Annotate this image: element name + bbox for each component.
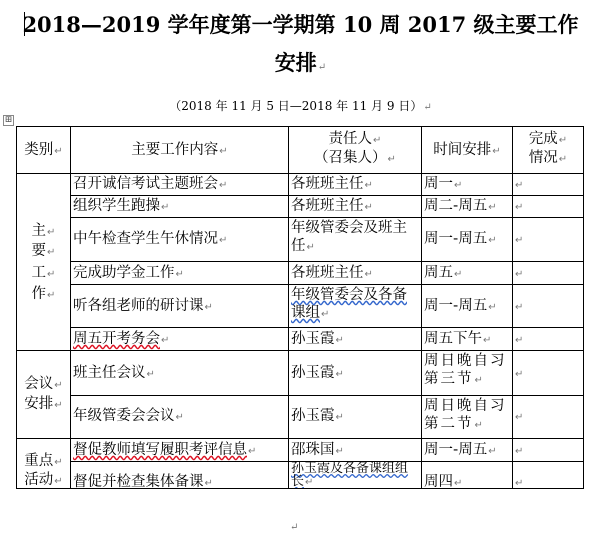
row-5-time: 周一-周五↵ (424, 298, 497, 314)
row-3-person: 年级管委会及班主任↵ (291, 220, 407, 254)
end-paragraph-mark-icon: ↵ (290, 522, 299, 533)
category-main-1: 主↵ (31, 223, 56, 239)
row-5-status: ↵ (515, 302, 524, 313)
header-category: 类别↵ (24, 142, 63, 158)
row-2-person: 各班班主任↵ (291, 198, 373, 214)
row-10-status: ↵ (515, 478, 524, 489)
page-title (0, 10, 601, 40)
category-key-2: 活动↵ (24, 472, 63, 488)
paragraph-mark-icon: ↵ (423, 102, 432, 113)
row-1-content: 召开诚信考试主题班会↵ (73, 176, 228, 192)
row-3-status: ↵ (515, 235, 524, 246)
row-10-person: 孙玉霞及各备课组组长↵ (291, 462, 409, 488)
row-10-content: 督促并检查集体备课↵ (73, 474, 213, 490)
row-7-person: 孙玉霞↵ (291, 365, 344, 381)
row-8-person: 孙玉霞↵ (291, 408, 344, 424)
row-3-content: 中午检查学生午休情况↵ (73, 231, 228, 247)
category-main-4: 作↵ (31, 286, 56, 302)
row-7-status: ↵ (515, 369, 524, 380)
row-1-person: 各班班主任↵ (291, 176, 373, 192)
row-4-person: 各班班主任↵ (291, 265, 373, 281)
row-9-status: ↵ (515, 446, 524, 457)
row-9-time: 周一-周五↵ (424, 442, 497, 458)
row-2-content: 组织学生跑操↵ (73, 198, 170, 214)
row-7-content: 班主任会议↵ (73, 365, 155, 381)
row-6-person: 孙玉霞↵ (291, 331, 344, 347)
paragraph-mark-icon: ↵ (317, 62, 327, 73)
category-key-1: 重点↵ (24, 453, 63, 469)
category-main-2: 要↵ (31, 243, 56, 259)
header-time: 时间安排↵ (433, 142, 501, 158)
row-8-status: ↵ (515, 412, 524, 423)
date-range (0, 97, 601, 114)
header-status-2: 情况↵ (528, 150, 568, 166)
category-meeting-1: 会议↵ (24, 376, 63, 392)
date-range-text: （2018 年 11 月 5 日—2018 年 11 月 9 日） (169, 99, 423, 113)
title-line-2: 安排 (274, 50, 317, 75)
row-6-content: 周五开考务会↵ (73, 331, 170, 347)
row-4-time: 周五↵ (424, 265, 463, 281)
category-meeting-2: 安排↵ (24, 396, 63, 412)
row-1-status: ↵ (515, 180, 524, 191)
row-2-time: 周二-周五↵ (424, 198, 497, 214)
page-title-continued (0, 48, 601, 83)
row-9-content: 督促教师填写履职考评信息↵ (73, 442, 257, 458)
title-line-1: 2018—2019 学年度第一学期第 10 周 2017 级主要工作 (22, 12, 579, 37)
row-8-time: 周日晚自习第二节↵ (424, 398, 507, 432)
row-6-status: ↵ (515, 335, 524, 346)
row-5-content: 听各组老师的研讨课↵ (73, 298, 213, 314)
header-status-1: 完成↵ (528, 131, 568, 147)
row-1-time: 周一↵ (424, 176, 463, 192)
table-move-handle-icon[interactable]: ⊞ (4, 115, 13, 125)
row-2-status: ↵ (515, 202, 524, 213)
row-8-content: 年级管委会会议↵ (73, 408, 184, 424)
row-6-time: 周五下午↵ (424, 331, 492, 347)
row-9-person: 邵珠国↵ (291, 442, 344, 458)
row-10-time: 周四↵ (424, 474, 463, 490)
header-responsible-sub: （召集人）↵ (314, 150, 396, 166)
category-main-3: 工↵ (31, 265, 56, 281)
header-content: 主要工作内容↵ (131, 142, 228, 158)
row-3-time: 周一-周五↵ (424, 231, 497, 247)
row-4-status: ↵ (515, 269, 524, 280)
row-7-time: 周日晚自习第三节↵ (424, 353, 507, 387)
row-4-content: 完成助学金工作↵ (73, 265, 184, 281)
row-5-person: 年级管委会及各备课组↵ (291, 287, 407, 321)
header-responsible: 责任人↵ (328, 131, 382, 147)
